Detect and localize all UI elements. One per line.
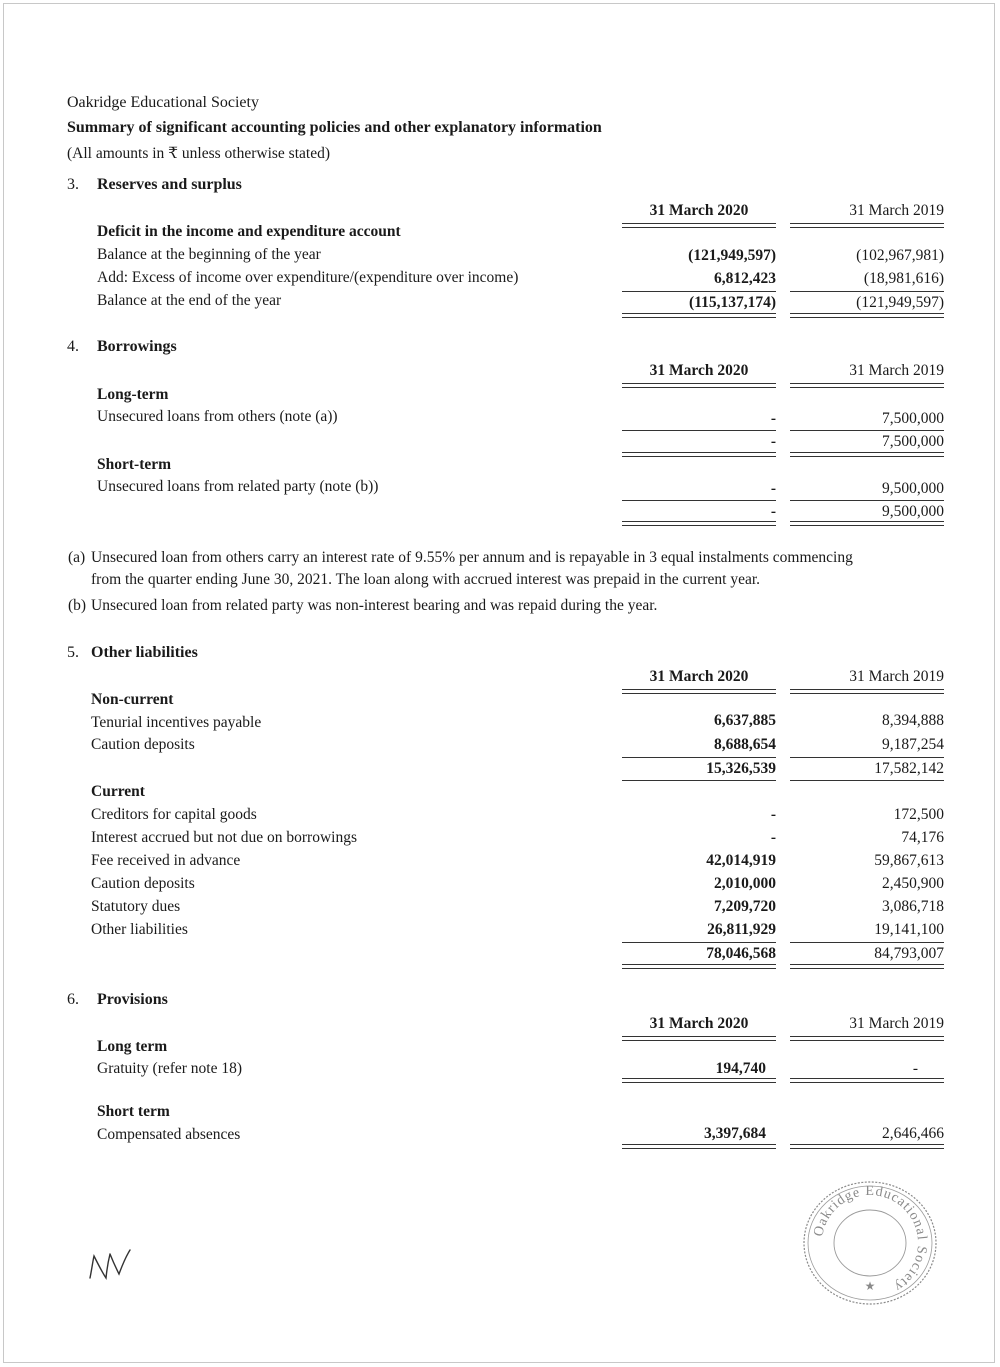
table-row-label: Other liabilities	[91, 921, 188, 938]
table-cell: 8,688,654	[714, 736, 776, 753]
svg-text:Oakridge Educational Society: Oakridge Educational Society	[811, 1183, 930, 1295]
rule	[790, 313, 944, 318]
s5-current-title: Current	[91, 783, 145, 800]
s6-long-title: Long term	[97, 1038, 168, 1055]
table-cell: 7,500,000	[882, 410, 944, 427]
rule	[790, 452, 944, 457]
rule	[790, 757, 944, 758]
table-cell: 74,176	[901, 829, 944, 846]
table-cell: -	[770, 503, 776, 520]
table-cell: 3,086,718	[882, 898, 944, 915]
table-cell: -	[770, 480, 776, 497]
table-cell: 7,500,000	[882, 433, 944, 450]
rule	[622, 1036, 776, 1041]
rule	[622, 521, 776, 526]
table-cell: -	[770, 433, 776, 450]
s6-title: Provisions	[97, 991, 168, 1008]
rule	[790, 780, 944, 781]
org-name: Oakridge Educational Society	[67, 94, 259, 111]
table-row-label: Statutory dues	[91, 898, 181, 915]
table-row-label: Caution deposits	[91, 875, 195, 892]
table-row-label: Balance at the end of the year	[97, 292, 282, 309]
table-row-label: Compensated absences	[97, 1126, 241, 1143]
rule	[790, 1144, 944, 1149]
table-cell: 6,812,423	[714, 270, 776, 287]
table-row-label: Fee received in advance	[91, 852, 241, 869]
table-cell: -	[912, 1060, 918, 1077]
society-seal	[800, 1178, 940, 1308]
rule	[790, 942, 944, 943]
rule	[790, 383, 944, 388]
table-cell: 59,867,613	[874, 852, 944, 869]
rule	[790, 500, 944, 501]
table-cell: 2,450,900	[882, 875, 944, 892]
rule	[790, 430, 944, 431]
table-row-label: Caution deposits	[91, 736, 195, 753]
rule	[622, 964, 776, 969]
s4-col-cur: 31 March 2020	[649, 362, 749, 379]
footnote-b	[68, 595, 948, 617]
rule	[622, 1144, 776, 1149]
rule	[790, 521, 944, 526]
table-cell: -	[770, 410, 776, 427]
rule	[622, 942, 776, 943]
s3-subtitle: Deficit in the income and expenditure account	[97, 223, 401, 240]
s5-title: Other liabilities	[91, 644, 198, 661]
table-cell: 7,209,720	[714, 898, 776, 915]
page-title: Summary of significant accounting policies and other explanatory information	[67, 119, 602, 136]
table-cell: 15,326,539	[706, 760, 776, 777]
footnote-label: (b)	[68, 597, 87, 614]
table-cell: 9,187,254	[882, 736, 944, 753]
table-cell: 8,394,888	[882, 712, 944, 729]
s3-col-prev: 31 March 2019	[849, 202, 944, 219]
table-row-label: Unsecured loans from others (note (a))	[97, 408, 338, 425]
table-cell: 84,793,007	[874, 945, 944, 962]
table-cell: 9,500,000	[882, 480, 944, 497]
table-row-label: Tenurial incentives payable	[91, 714, 262, 731]
s6-number: 6.	[67, 991, 79, 1008]
svg-text:★: ★	[864, 1279, 876, 1293]
rule	[622, 313, 776, 318]
s3-title: Reserves and surplus	[97, 176, 242, 193]
table-cell: 17,582,142	[874, 760, 944, 777]
table-cell: 3,397,684	[704, 1125, 766, 1142]
rule	[622, 383, 776, 388]
s5-number: 5.	[67, 644, 79, 661]
rule	[790, 964, 944, 969]
table-row-label: Creditors for capital goods	[91, 806, 257, 823]
s4-col-prev: 31 March 2019	[849, 362, 944, 379]
table-row-label: Add: Excess of income over expenditure/(expenditure over income)	[97, 269, 519, 286]
table-cell: 78,046,568	[706, 945, 776, 962]
table-cell: (115,137,174)	[689, 294, 776, 311]
s6-col-prev: 31 March 2019	[849, 1015, 944, 1032]
rule	[790, 1036, 944, 1041]
table-cell: 194,740	[715, 1060, 766, 1077]
rule	[790, 689, 944, 694]
s4-short-title: Short-term	[97, 456, 172, 473]
table-cell: 19,141,100	[874, 921, 944, 938]
table-cell: 2,010,000	[714, 875, 776, 892]
s6-col-cur: 31 March 2020	[649, 1015, 749, 1032]
footnote-text: Unsecured loan from others carry an interest rate of 9.55% per annum and is repayable in 3 equal instalments commencing	[91, 549, 853, 566]
rule	[790, 291, 944, 292]
rule	[622, 291, 776, 292]
table-row-label: Interest accrued but not due on borrowings	[91, 829, 358, 846]
currency-note: (All amounts in ₹ unless otherwise stated)	[67, 145, 330, 162]
table-cell: 9,500,000	[882, 503, 944, 520]
table-cell: (121,949,597)	[856, 294, 944, 311]
table-cell: (121,949,597)	[688, 247, 776, 264]
table-cell: 6,637,885	[714, 712, 776, 729]
table-cell: -	[770, 829, 776, 846]
s6-short-title: Short term	[97, 1103, 170, 1120]
table-row-label: Gratuity (refer note 18)	[97, 1060, 243, 1077]
rule	[790, 1078, 944, 1083]
table-cell: 26,811,929	[707, 921, 776, 938]
table-row-label: Balance at the beginning of the year	[97, 246, 321, 263]
s5-col-prev: 31 March 2019	[849, 668, 944, 685]
rule	[622, 757, 776, 758]
s4-long-title: Long-term	[97, 386, 169, 403]
table-row-label: Unsecured loans from related party (note (b))	[97, 478, 379, 495]
s4-number: 4.	[67, 338, 79, 355]
footnote-label: (a)	[68, 549, 86, 566]
rule	[622, 1078, 776, 1083]
s4-title: Borrowings	[97, 338, 177, 355]
rule	[622, 430, 776, 431]
s3-col-cur: 31 March 2020	[649, 202, 749, 219]
footnote-text: Unsecured loan from related party was non-interest bearing and was repaid during the year.	[91, 597, 658, 614]
s5-noncurrent-title: Non-current	[91, 691, 174, 708]
s3-number: 3.	[67, 176, 79, 193]
table-cell: 172,500	[893, 806, 944, 823]
table-cell: 2,646,466	[882, 1125, 944, 1142]
signature	[86, 1246, 136, 1286]
rule	[622, 500, 776, 501]
table-cell: -	[770, 806, 776, 823]
rule	[622, 452, 776, 457]
s5-col-cur: 31 March 2020	[649, 668, 749, 685]
rule	[622, 689, 776, 694]
footnote-text: from the quarter ending June 30, 2021. The loan along with accrued interest was prepaid in the current year.	[91, 571, 761, 588]
table-cell: 42,014,919	[706, 852, 776, 869]
s3-rule	[622, 223, 776, 228]
table-cell: (18,981,616)	[863, 270, 944, 287]
rule	[622, 780, 776, 781]
table-cell: (102,967,981)	[856, 247, 944, 264]
s3-rule	[790, 223, 944, 228]
footnote-a	[68, 547, 948, 591]
